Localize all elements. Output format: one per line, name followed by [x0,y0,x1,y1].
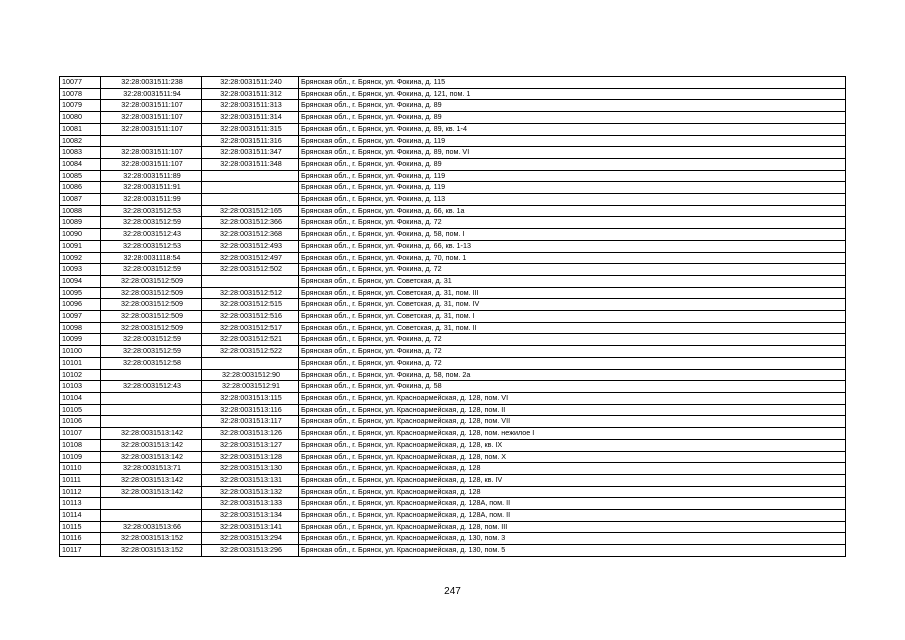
cadastral-number-cell: 32:28:0031511:107 [101,147,202,159]
table-row [60,486,846,498]
object-cadastral-number-cell: 32:28:0031512:522 [202,346,299,358]
row-number-cell: 10079 [60,100,101,112]
address-cell: Брянская обл., г. Брянск, ул. Фокина, д. 121, пом. 1 [299,88,846,100]
row-number-cell: 10089 [60,217,101,229]
table-row [60,392,846,404]
object-cadastral-number-cell: 32:28:0031513:115 [202,392,299,404]
cadastral-number-cell: 32:28:0031511:94 [101,88,202,100]
row-number-cell: 10110 [60,463,101,475]
row-number-cell: 10117 [60,545,101,557]
address-cell: Брянская обл., г. Брянск, ул. Фокина, д. 66, кв. 1-13 [299,240,846,252]
object-cadastral-number-cell: 32:28:0031513:133 [202,498,299,510]
cadastral-number-cell: 32:28:0031512:53 [101,205,202,217]
cadastral-number-cell: 32:28:0031512:43 [101,381,202,393]
address-cell: Брянская обл., г. Брянск, ул. Фокина, д. 119 [299,182,846,194]
row-number-cell: 10111 [60,474,101,486]
address-cell: Брянская обл., г. Брянск, ул. Фокина, д. 89 [299,112,846,124]
cadastral-number-cell: 32:28:0031511:89 [101,170,202,182]
cadastral-number-cell [101,369,202,381]
row-number-cell: 10083 [60,147,101,159]
object-cadastral-number-cell: 32:28:0031513:128 [202,451,299,463]
address-cell: Брянская обл., г. Брянск, ул. Фокина, д. 89, кв. 1-4 [299,123,846,135]
table-row [60,369,846,381]
address-cell: Брянская обл., г. Брянск, ул. Советская, д. 31, пом. III [299,287,846,299]
cadastral-number-cell: 32:28:0031513:66 [101,521,202,533]
row-number-cell: 10080 [60,112,101,124]
object-cadastral-number-cell [202,194,299,206]
row-number-cell: 10081 [60,123,101,135]
page-number: 247 [444,586,461,597]
row-number-cell: 10108 [60,439,101,451]
table-row [60,404,846,416]
cadastral-number-cell: 32:28:0031513:142 [101,428,202,440]
row-number-cell: 10093 [60,264,101,276]
row-number-cell: 10077 [60,77,101,89]
object-cadastral-number-cell: 32:28:0031512:91 [202,381,299,393]
table-row [60,416,846,428]
object-cadastral-number-cell: 32:28:0031512:90 [202,369,299,381]
cadastral-number-cell: 32:28:0031512:59 [101,264,202,276]
table-row [60,264,846,276]
object-cadastral-number-cell: 32:28:0031512:366 [202,217,299,229]
cadastral-number-cell: 32:28:0031512:509 [101,275,202,287]
row-number-cell: 10104 [60,392,101,404]
object-cadastral-number-cell: 32:28:0031512:502 [202,264,299,276]
object-cadastral-number-cell [202,182,299,194]
table-row [60,170,846,182]
row-number-cell: 10113 [60,498,101,510]
table-row [60,158,846,170]
address-cell: Брянская обл., г. Брянск, ул. Красноармейская, д. 128, пом. III [299,521,846,533]
table-row [60,252,846,264]
cadastral-number-cell: 32:28:0031512:59 [101,217,202,229]
object-cadastral-number-cell: 32:28:0031511:347 [202,147,299,159]
table-row [60,240,846,252]
row-number-cell: 10094 [60,275,101,287]
address-cell: Брянская обл., г. Брянск, ул. Красноармейская, д. 130, пом. 5 [299,545,846,557]
address-cell: Брянская обл., г. Брянск, ул. Фокина, д. 72 [299,346,846,358]
address-cell: Брянская обл., г. Брянск, ул. Красноармейская, д. 128, пом. II [299,404,846,416]
row-number-cell: 10088 [60,205,101,217]
row-number-cell: 10090 [60,229,101,241]
row-number-cell: 10095 [60,287,101,299]
address-cell: Брянская обл., г. Брянск, ул. Фокина, д. 89 [299,100,846,112]
row-number-cell: 10086 [60,182,101,194]
object-cadastral-number-cell: 32:28:0031513:117 [202,416,299,428]
object-cadastral-number-cell: 32:28:0031512:512 [202,287,299,299]
row-number-cell: 10109 [60,451,101,463]
object-cadastral-number-cell: 32:28:0031513:296 [202,545,299,557]
object-cadastral-number-cell: 32:28:0031513:126 [202,428,299,440]
cadastral-number-cell: 32:28:0031512:509 [101,322,202,334]
address-cell: Брянская обл., г. Брянск, ул. Красноармейская, д. 130, пом. 3 [299,533,846,545]
address-cell: Брянская обл., г. Брянск, ул. Советская, д. 31, пом. I [299,311,846,323]
object-cadastral-number-cell: 32:28:0031511:312 [202,88,299,100]
row-number-cell: 10116 [60,533,101,545]
cadastral-number-cell: 32:28:0031512:58 [101,357,202,369]
table-row [60,194,846,206]
cadastral-number-cell: 32:28:0031512:509 [101,287,202,299]
address-cell: Брянская обл., г. Брянск, ул. Советская, д. 31 [299,275,846,287]
cadastral-number-cell: 32:28:0031118:54 [101,252,202,264]
address-cell: Брянская обл., г. Брянск, ул. Фокина, д. 58 [299,381,846,393]
table-row [60,229,846,241]
address-cell: Брянская обл., г. Брянск, ул. Фокина, д. 72 [299,264,846,276]
row-number-cell: 10092 [60,252,101,264]
cadastral-number-cell [101,498,202,510]
cadastral-number-cell: 32:28:0031511:107 [101,158,202,170]
table-row [60,77,846,89]
address-cell: Брянская обл., г. Брянск, ул. Советская, д. 31, пом. IV [299,299,846,311]
address-cell: Брянская обл., г. Брянск, ул. Фокина, д. 72 [299,217,846,229]
cadastral-number-cell [101,510,202,522]
cadastral-number-cell: 32:28:0031513:142 [101,474,202,486]
cadastral-number-cell [101,416,202,428]
cadastral-number-cell: 32:28:0031512:509 [101,299,202,311]
cadastral-number-cell: 32:28:0031512:509 [101,311,202,323]
address-cell: Брянская обл., г. Брянск, ул. Фокина, д. 115 [299,77,846,89]
table-row [60,135,846,147]
row-number-cell: 10112 [60,486,101,498]
table-row [60,451,846,463]
row-number-cell: 10082 [60,135,101,147]
table-row [60,545,846,557]
cadastral-number-cell: 32:28:0031513:152 [101,533,202,545]
object-cadastral-number-cell: 32:28:0031511:316 [202,135,299,147]
row-number-cell: 10084 [60,158,101,170]
address-cell: Брянская обл., г. Брянск, ул. Фокина, д. 66, кв. 1а [299,205,846,217]
table-row [60,521,846,533]
object-cadastral-number-cell: 32:28:0031513:116 [202,404,299,416]
table-row [60,533,846,545]
address-cell: Брянская обл., г. Брянск, ул. Красноармейская, д. 128, пом. X [299,451,846,463]
address-cell: Брянская обл., г. Брянск, ул. Красноармейская, д. 128 [299,463,846,475]
object-cadastral-number-cell: 32:28:0031512:493 [202,240,299,252]
object-cadastral-number-cell [202,275,299,287]
object-cadastral-number-cell: 32:28:0031513:134 [202,510,299,522]
object-cadastral-number-cell: 32:28:0031512:165 [202,205,299,217]
property-registry-table [59,76,846,557]
row-number-cell: 10102 [60,369,101,381]
cadastral-number-cell: 32:28:0031511:107 [101,123,202,135]
address-cell: Брянская обл., г. Брянск, ул. Фокина, д. 72 [299,334,846,346]
cadastral-number-cell: 32:28:0031511:91 [101,182,202,194]
table-row [60,147,846,159]
object-cadastral-number-cell: 32:28:0031511:348 [202,158,299,170]
address-cell: Брянская обл., г. Брянск, ул. Красноармейская, д. 128, пом. VI [299,392,846,404]
address-cell: Брянская обл., г. Брянск, ул. Красноармейская, д. 128А, пом. II [299,510,846,522]
row-number-cell: 10087 [60,194,101,206]
object-cadastral-number-cell: 32:28:0031513:141 [202,521,299,533]
table-row [60,428,846,440]
row-number-cell: 10098 [60,322,101,334]
row-number-cell: 10115 [60,521,101,533]
object-cadastral-number-cell: 32:28:0031511:315 [202,123,299,135]
cadastral-number-cell: 32:28:0031513:142 [101,439,202,451]
object-cadastral-number-cell: 32:28:0031512:521 [202,334,299,346]
row-number-cell: 10099 [60,334,101,346]
table-row [60,217,846,229]
object-cadastral-number-cell: 32:28:0031512:517 [202,322,299,334]
row-number-cell: 10096 [60,299,101,311]
cadastral-number-cell: 32:28:0031511:238 [101,77,202,89]
cadastral-number-cell: 32:28:0031513:142 [101,451,202,463]
address-cell: Брянская обл., г. Брянск, ул. Фокина, д. 70, пом. 1 [299,252,846,264]
object-cadastral-number-cell: 32:28:0031513:132 [202,486,299,498]
address-cell: Брянская обл., г. Брянск, ул. Красноармейская, д. 128 [299,486,846,498]
cadastral-number-cell: 32:28:0031511:107 [101,112,202,124]
table-row [60,334,846,346]
object-cadastral-number-cell: 32:28:0031513:294 [202,533,299,545]
address-cell: Брянская обл., г. Брянск, ул. Красноармейская, д. 128, пом. VII [299,416,846,428]
address-cell: Брянская обл., г. Брянск, ул. Красноармейская, д. 128, пом. нежилое I [299,428,846,440]
table-row [60,287,846,299]
object-cadastral-number-cell: 32:28:0031512:497 [202,252,299,264]
table-row [60,205,846,217]
address-cell: Брянская обл., г. Брянск, ул. Фокина, д. 58, пом. 2а [299,369,846,381]
row-number-cell: 10091 [60,240,101,252]
address-cell: Брянская обл., г. Брянск, ул. Красноармейская, д. 128, кв. IX [299,439,846,451]
address-cell: Брянская обл., г. Брянск, ул. Фокина, д. 113 [299,194,846,206]
cadastral-number-cell: 32:28:0031512:53 [101,240,202,252]
table-row [60,357,846,369]
row-number-cell: 10101 [60,357,101,369]
row-number-cell: 10107 [60,428,101,440]
address-cell: Брянская обл., г. Брянск, ул. Фокина, д. 119 [299,135,846,147]
registry-table-body [60,77,846,557]
object-cadastral-number-cell: 32:28:0031511:314 [202,112,299,124]
table-row [60,100,846,112]
row-number-cell: 10100 [60,346,101,358]
cadastral-number-cell: 32:28:0031512:59 [101,334,202,346]
cadastral-number-cell: 32:28:0031513:142 [101,486,202,498]
row-number-cell: 10105 [60,404,101,416]
cadastral-number-cell [101,135,202,147]
table-row [60,498,846,510]
row-number-cell: 10114 [60,510,101,522]
cadastral-number-cell [101,404,202,416]
address-cell: Брянская обл., г. Брянск, ул. Фокина, д. 58, пом. I [299,229,846,241]
cadastral-number-cell [101,392,202,404]
row-number-cell: 10106 [60,416,101,428]
row-number-cell: 10103 [60,381,101,393]
object-cadastral-number-cell: 32:28:0031511:313 [202,100,299,112]
table-row [60,182,846,194]
table-row [60,275,846,287]
address-cell: Брянская обл., г. Брянск, ул. Советская, д. 31, пом. II [299,322,846,334]
table-row [60,463,846,475]
table-row [60,510,846,522]
object-cadastral-number-cell [202,357,299,369]
table-row [60,88,846,100]
table-row [60,123,846,135]
address-cell: Брянская обл., г. Брянск, ул. Фокина, д. 72 [299,357,846,369]
address-cell: Брянская обл., г. Брянск, ул. Фокина, д. 89, пом. VI [299,147,846,159]
object-cadastral-number-cell: 32:28:0031513:127 [202,439,299,451]
address-cell: Брянская обл., г. Брянск, ул. Красноармейская, д. 128, кв. IV [299,474,846,486]
cadastral-number-cell: 32:28:0031512:59 [101,346,202,358]
table-row [60,299,846,311]
object-cadastral-number-cell: 32:28:0031511:240 [202,77,299,89]
object-cadastral-number-cell: 32:28:0031513:130 [202,463,299,475]
row-number-cell: 10078 [60,88,101,100]
cadastral-number-cell: 32:28:0031511:99 [101,194,202,206]
table-row [60,346,846,358]
address-cell: Брянская обл., г. Брянск, ул. Красноармейская, д. 128А, пом. II [299,498,846,510]
object-cadastral-number-cell: 32:28:0031513:131 [202,474,299,486]
table-row [60,439,846,451]
object-cadastral-number-cell: 32:28:0031512:516 [202,311,299,323]
table-row [60,474,846,486]
table-row [60,381,846,393]
cadastral-number-cell: 32:28:0031511:107 [101,100,202,112]
object-cadastral-number-cell: 32:28:0031512:368 [202,229,299,241]
cadastral-number-cell: 32:28:0031512:43 [101,229,202,241]
cadastral-number-cell: 32:28:0031513:71 [101,463,202,475]
row-number-cell: 10085 [60,170,101,182]
address-cell: Брянская обл., г. Брянск, ул. Фокина, д. 89 [299,158,846,170]
table-row [60,112,846,124]
table-row [60,322,846,334]
table-row [60,311,846,323]
cadastral-number-cell: 32:28:0031513:152 [101,545,202,557]
row-number-cell: 10097 [60,311,101,323]
object-cadastral-number-cell [202,170,299,182]
object-cadastral-number-cell: 32:28:0031512:515 [202,299,299,311]
address-cell: Брянская обл., г. Брянск, ул. Фокина, д. 119 [299,170,846,182]
